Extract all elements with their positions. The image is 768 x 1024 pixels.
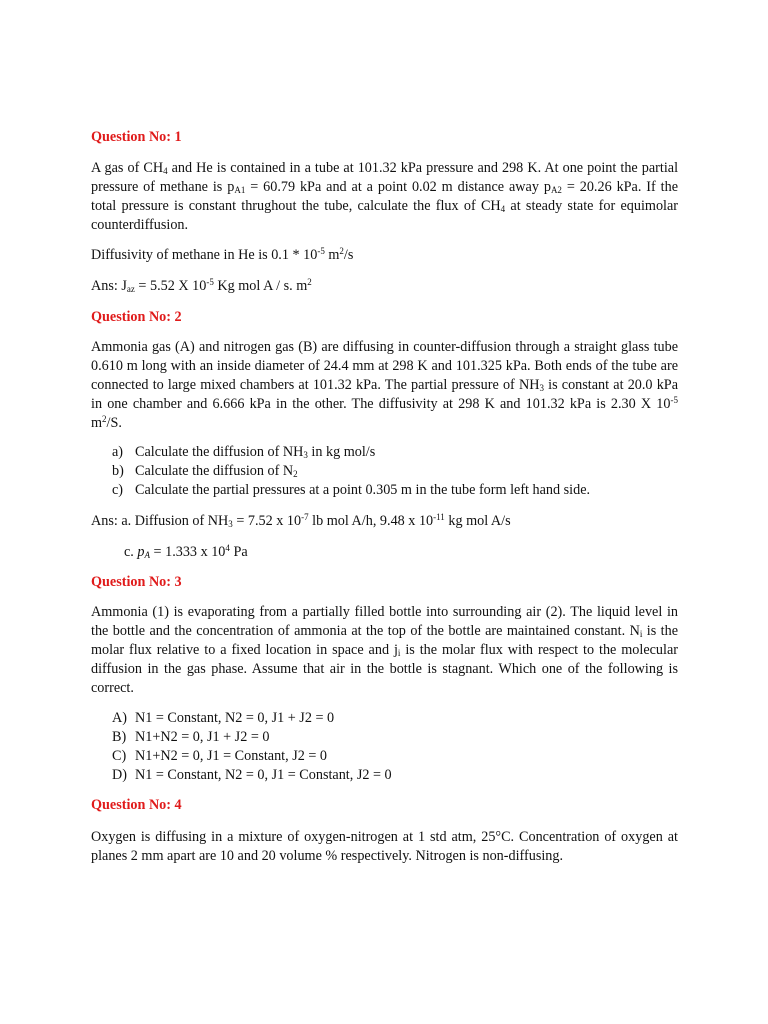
- question-3-options: [112, 709, 682, 785]
- list-item: D) N1 = Constant, N2 = 0, J1 = Constant, J2 = 0: [112, 767, 392, 783]
- question-3-heading: Question No: 3: [91, 574, 182, 590]
- question-2-answer-c: c. $p_A = 1.333$ x $10^4$ Pa: [124, 543, 248, 560]
- question-1-diffusivity: Diffusivity of methane in He is $0.1 * 10^{-5}$ $m^2/s$: [91, 246, 354, 263]
- list-item: B) N1+N2 = 0, J1 + J2 = 0: [112, 729, 270, 745]
- question-2-text: Ammonia gas (A) and nitrogen gas (B) are diffusing in counter-diffusion through a straight glass tube 0.610 m long with an inside diameter of 24.4 mm at 298 K and 101.325 kPa. Both ends of the tube are connected to large mixed chambers at 101.32 kPa. The partial pressure of $NH_3$ is constant at 20.0 kPa in one chamber and 6.666 kPa in the other. The diffusivity at 298 K and 101.32 kPa is 2.30 X $10^{-5}$ $m^2/S$.: [91, 339, 678, 431]
- question-2-heading: Question No: 2: [91, 309, 182, 325]
- list-item: C) N1+N2 = 0, J1 = Constant, J2 = 0: [112, 748, 328, 764]
- question-2-answer-a: Ans: a. Diffusion of $NH_3 = 7.52$ x $10^{-7}$ lb mol A/h, 9.48 x $10^{-11}$ kg mol A/s: [91, 512, 511, 529]
- question-2-subparts: [112, 443, 682, 500]
- question-4-heading: Question No: 4: [91, 797, 182, 813]
- question-4-text: Oxygen is diffusing in a mixture of oxygen-nitrogen at 1 std atm, 25°C. Concentration of oxygen at planes 2 mm apart are 10 and 20 volume % respectively. Nitrogen is non-diffusing.: [91, 829, 678, 864]
- question-3-text: Ammonia (1) is evaporating from a partially filled bottle into surrounding air (2). The liquid level in the bottle and the concentration of ammonia at the top of the bottle are maintained constant. $N_i$ is the molar flux relative to a fixed location in space and $j_i$ is the molar flux with respect to the molecular diffusion in the gas phase. Assume that air in the bottle is stagnant. Which one of the following is correct.: [91, 604, 678, 696]
- list-item: c) Calculate the partial pressures at a point 0.305 m in the tube form left hand side.: [112, 482, 591, 498]
- list-item: A) N1 = Constant, N2 = 0, J1 + J2 = 0: [112, 710, 335, 726]
- list-item: a) Calculate the diffusion of $NH_3$ in kg mol/s: [112, 444, 376, 460]
- question-1-answer: Ans: $J_{az} = 5.52$ X $10^{-5}$ Kg mol A / s. $m^2$: [91, 277, 312, 294]
- question-1-heading: Question No: 1: [91, 129, 182, 145]
- list-item: b) Calculate the diffusion of $N_2$: [112, 463, 298, 479]
- question-1-text: A gas of $CH_4$ and He is contained in a tube at 101.32 kPa pressure and 298 K. At one point the partial pressure of methane is $p_{A1} = 60.79$ kPa and at a point 0.02 m distance away $p_{A2} = 20.26$ kPa. If the total pressure is constant thrughout the tube, calculate the flux of $CH_4$ at steady state for equimolar counterdiffusion.: [91, 160, 679, 233]
